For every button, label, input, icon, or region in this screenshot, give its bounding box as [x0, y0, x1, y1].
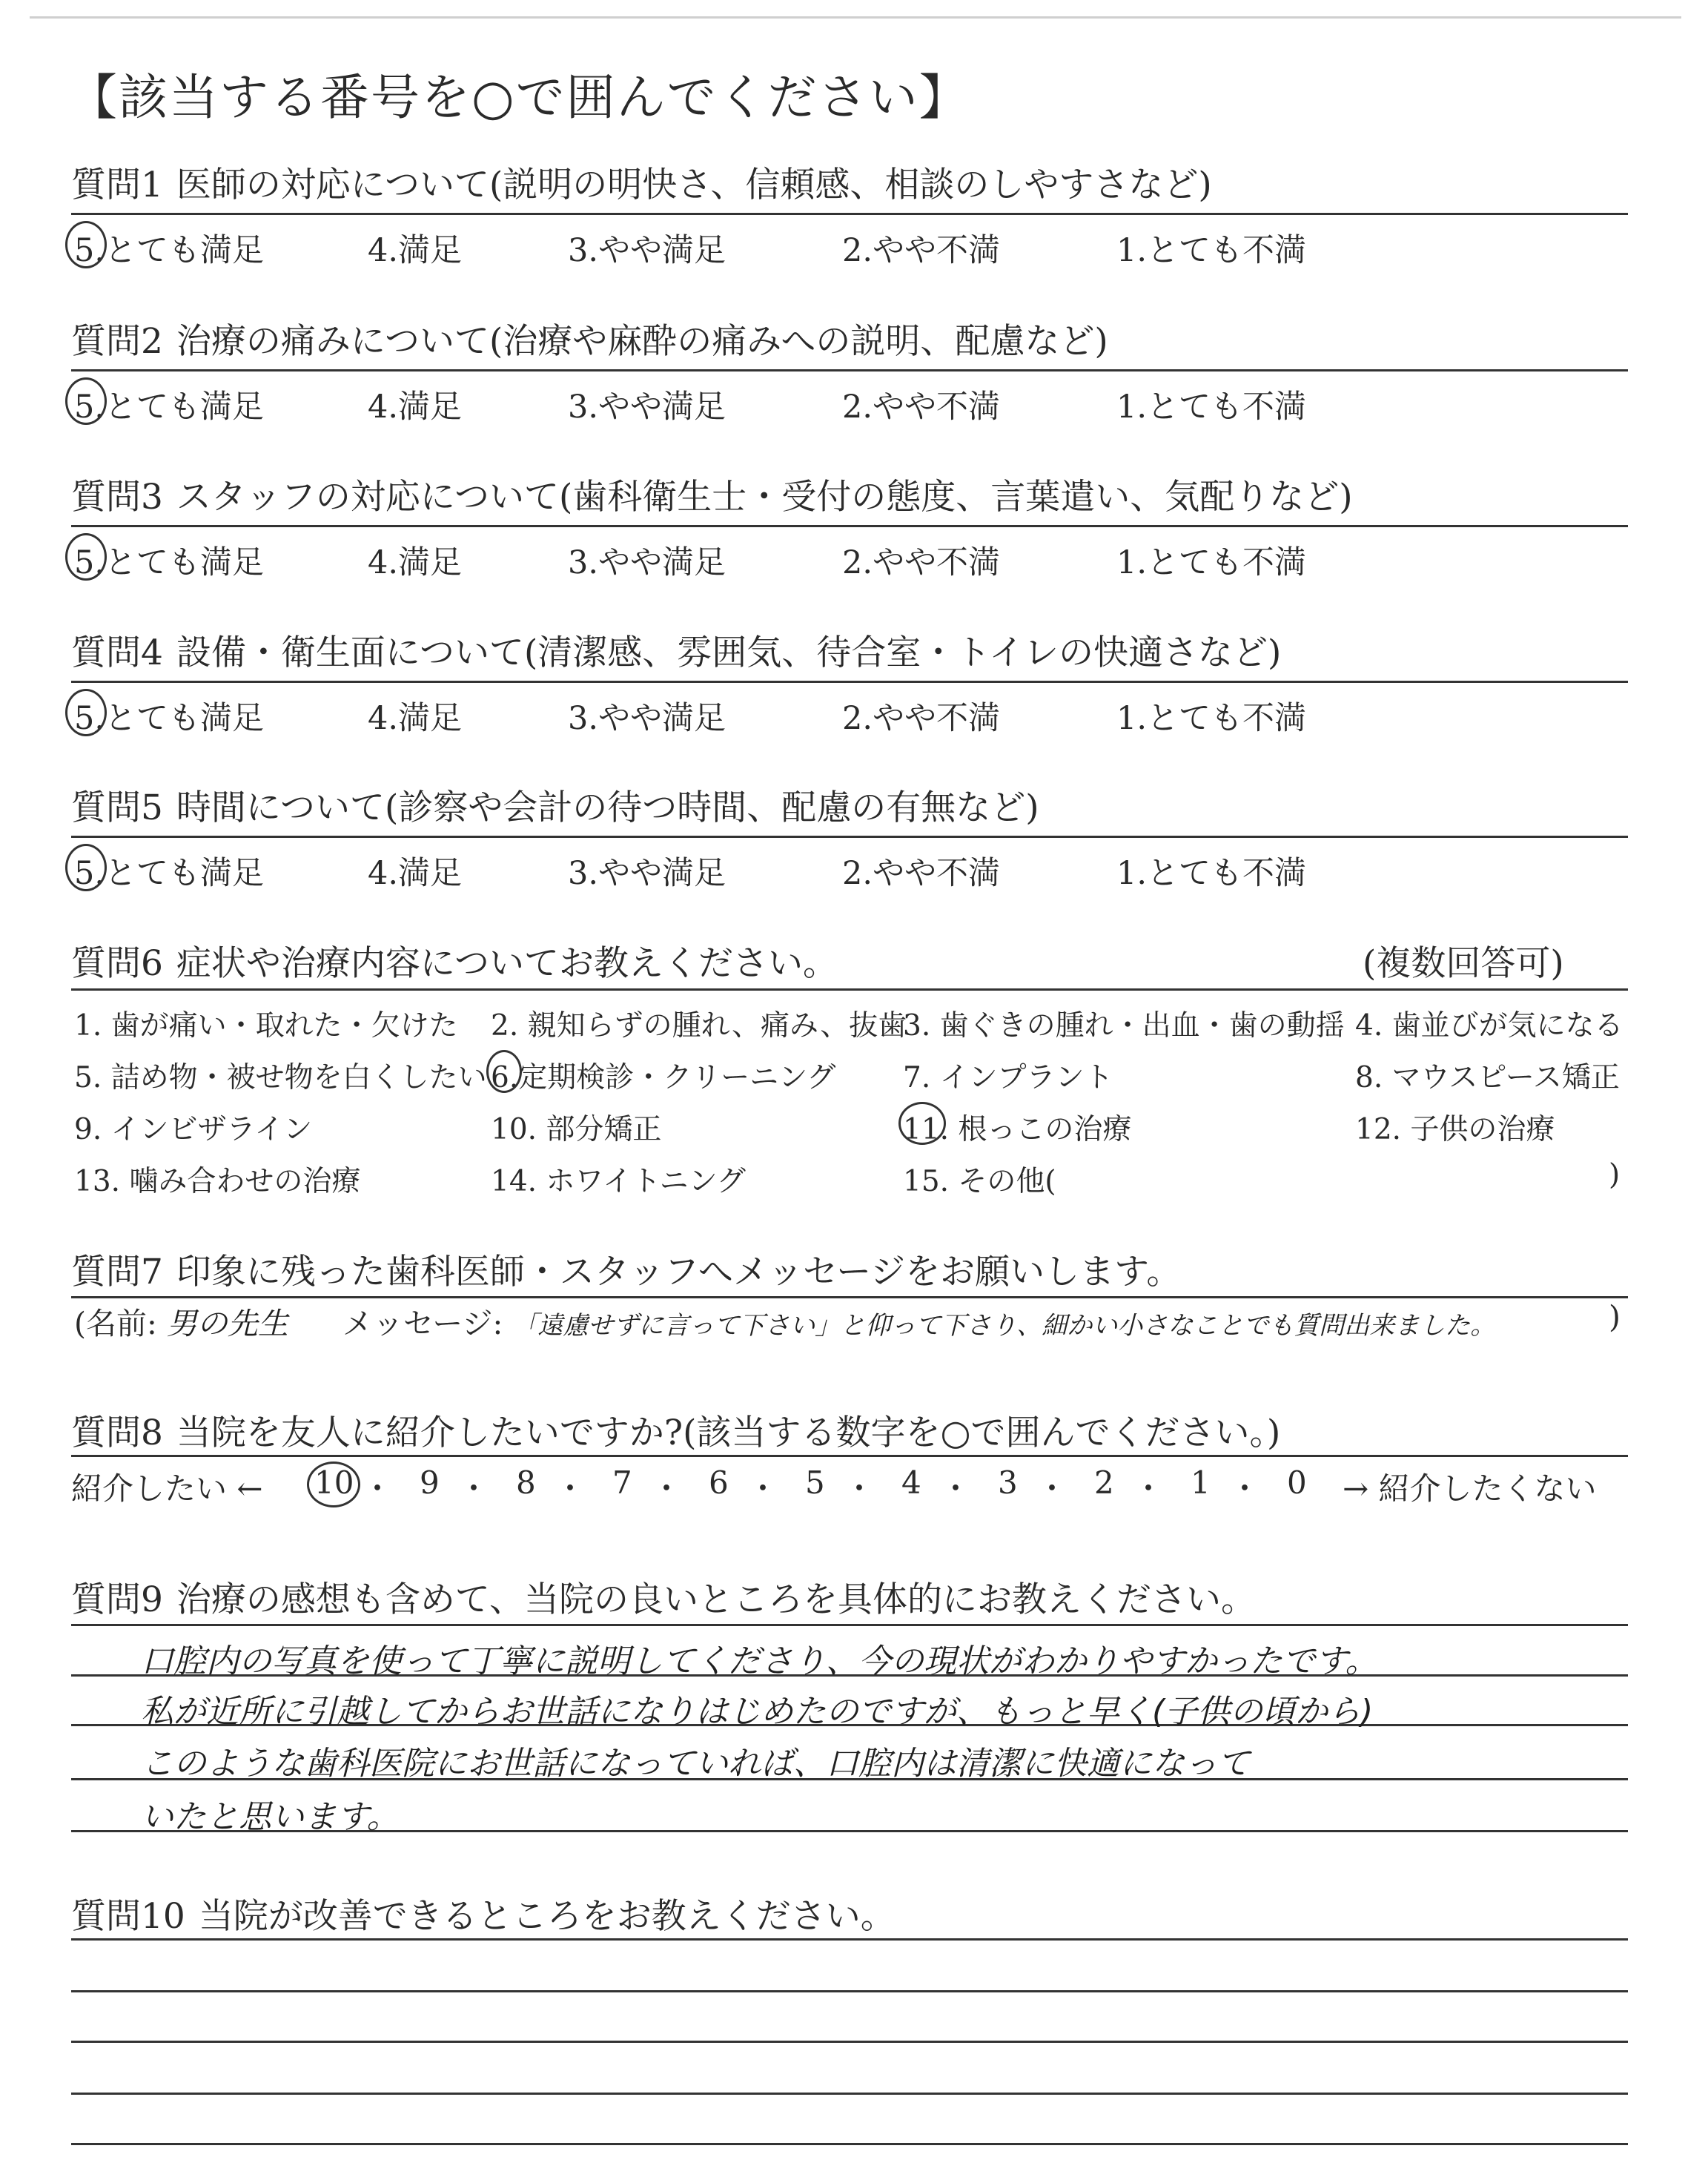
q10-rule-3[interactable] — [71, 2041, 1628, 2043]
q6-text: 症状や治療内容についてお教えください。 — [176, 943, 838, 984]
q6-option[interactable]: 11. 根っこの治療 — [903, 1113, 1132, 1146]
q6-options — [74, 994, 1623, 1216]
scale-value[interactable]: 2 — [1094, 1464, 1114, 1501]
q6-option[interactable]: 7. インプラント — [903, 1061, 1113, 1094]
q6-heading — [71, 936, 838, 985]
rating-option[interactable]: 5.とても満足 — [74, 544, 265, 581]
top-border — [30, 16, 1681, 19]
q10-rule-2[interactable] — [71, 1990, 1628, 1992]
q4-number: 質問4 — [71, 633, 163, 673]
selection-circle — [65, 689, 107, 736]
q4-heading — [71, 625, 1281, 675]
q6-option[interactable]: 2. 親知らずの腫れ、痛み、抜歯 — [491, 1009, 907, 1043]
q2-text: 治療の痛みについて(治療や麻酔の痛みへの説明、配慮など) — [176, 321, 1108, 362]
q3-number: 質問3 — [71, 477, 163, 518]
q9-rule-1 — [71, 1624, 1628, 1626]
q9-number: 質問9 — [71, 1579, 163, 1620]
q2-options — [71, 382, 1628, 426]
rating-option[interactable]: 1.とても不満 — [1116, 855, 1307, 892]
q8-number: 質問8 — [71, 1413, 163, 1453]
q2-number: 質問2 — [71, 321, 163, 362]
q6-option[interactable]: 13. 噛み合わせの治療 — [74, 1165, 361, 1198]
q6-option[interactable]: 3. 歯ぐきの腫れ・出血・歯の動揺 — [903, 1009, 1345, 1043]
q6-rule — [71, 988, 1628, 991]
q6-note: (複数回答可) — [1363, 943, 1564, 984]
message-close: ) — [1609, 1299, 1621, 1335]
q6-option[interactable]: 8. マウスピース矯正 — [1355, 1061, 1620, 1094]
rating-option[interactable]: 4.満足 — [368, 700, 463, 737]
scale-separator: ・ — [747, 1470, 779, 1507]
q4-options — [71, 693, 1628, 738]
q10-number: 質問10 — [71, 1896, 185, 1937]
rating-option[interactable]: 4.満足 — [368, 232, 463, 269]
q4-rule — [71, 681, 1628, 683]
scale-separator: ・ — [1229, 1470, 1261, 1507]
q6-option[interactable]: 6.定期検診・クリーニング — [491, 1061, 836, 1094]
q5-rule — [71, 836, 1628, 838]
q8-text: 当院を友人に紹介したいですか?(該当する数字を○で囲んでください。) — [176, 1413, 1281, 1453]
rating-option[interactable]: 4.満足 — [368, 544, 463, 581]
q7-rule — [71, 1296, 1628, 1298]
q6-option[interactable]: 10. 部分矯正 — [491, 1113, 662, 1146]
scale-value[interactable]: 4 — [901, 1464, 921, 1501]
q8-heading — [71, 1405, 1280, 1455]
q1-text: 医師の対応について(説明の明快さ、信頼感、相談のしやすさなど) — [176, 165, 1212, 205]
message-label: メッセージ: — [342, 1306, 503, 1341]
scale-value[interactable]: 3 — [998, 1464, 1018, 1501]
scale-separator: ・ — [1036, 1470, 1068, 1507]
rating-option[interactable]: 5.とても満足 — [74, 855, 265, 892]
q6-option[interactable]: 12. 子供の治療 — [1355, 1113, 1555, 1146]
q10-heading — [71, 1889, 896, 1938]
message-value[interactable]: 「遠慮せずに言って下さい」と仰って下さり、細かい小さなことでも質問出来ました。 — [512, 1311, 1496, 1341]
q9-answer-line[interactable]: いたと思います。 — [141, 1798, 400, 1836]
q9-answer-line[interactable]: 口腔内の写真を使って丁寧に説明してくださり、今の現状がわかりやすかったです。 — [141, 1642, 1378, 1680]
scale-separator: ・ — [844, 1470, 875, 1507]
q4-text: 設備・衛生面について(清潔感、雰囲気、待合室・トイレの快適さなど) — [176, 633, 1282, 673]
name-label: (名前: — [74, 1306, 157, 1341]
scale-separator: ・ — [1133, 1470, 1165, 1507]
q6-option[interactable]: 14. ホワイトニング — [491, 1165, 746, 1198]
q5-options — [71, 848, 1628, 893]
scale-value[interactable]: 8 — [516, 1464, 536, 1501]
rating-option[interactable]: 1.とても不満 — [1116, 700, 1307, 737]
rating-option[interactable]: 4.満足 — [368, 855, 463, 892]
q7-text: 印象に残った歯科医師・スタッフへメッセージをお願いします。 — [176, 1252, 1182, 1292]
rating-option[interactable]: 2.やや不満 — [842, 232, 1001, 269]
q10-text: 当院が改善できるところをお教えください。 — [198, 1896, 896, 1937]
q6-number: 質問6 — [71, 943, 163, 984]
q6-option[interactable]: 15. その他( — [903, 1165, 1056, 1198]
scale-value[interactable]: 7 — [612, 1464, 632, 1501]
scale-value[interactable]: 1 — [1191, 1464, 1211, 1501]
rating-option[interactable]: 2.やや不満 — [842, 700, 1001, 737]
q6-option[interactable]: 5. 詰め物・被せ物を白くしたい — [74, 1061, 487, 1094]
q9-heading — [71, 1572, 1256, 1622]
q3-options — [71, 538, 1628, 582]
rating-option[interactable]: 3.やや満足 — [568, 855, 726, 892]
q5-text: 時間について(診察や会計の待つ時間、配慮の有無など) — [176, 787, 1039, 828]
scale-separator: ・ — [651, 1470, 683, 1507]
q1-options — [71, 225, 1628, 270]
q5-heading — [71, 780, 1039, 830]
q9-answer-line[interactable]: 私が近所に引越してからお世話になりはじめたのですが、もっと早く(子供の頃から) — [141, 1693, 1374, 1731]
q9-answer-line[interactable]: このような歯科医院にお世話になっていれば、口腔内は清潔に快適になって — [141, 1745, 1250, 1783]
q6-option[interactable]: 1. 歯が痛い・取れた・欠けた — [74, 1009, 458, 1043]
rating-option[interactable]: 3.やや満足 — [568, 544, 726, 581]
q3-heading — [71, 469, 1353, 519]
scale-value[interactable]: 0 — [1287, 1464, 1307, 1501]
name-value[interactable]: 男の先生 — [166, 1306, 288, 1341]
q9-text: 治療の感想も含めて、当院の良いところを具体的にお教えください。 — [176, 1579, 1256, 1620]
rating-option[interactable]: 2.やや不満 — [842, 389, 1001, 426]
q1-heading — [71, 157, 1212, 207]
rating-option[interactable]: 5.とても満足 — [74, 232, 265, 269]
q3-text: スタッフの対応について(歯科衛生士・受付の態度、言葉遣い、気配りなど) — [176, 477, 1353, 518]
scale-separator: ・ — [940, 1470, 972, 1507]
q10-rule-5[interactable] — [71, 2143, 1628, 2145]
q10-rule-4[interactable] — [71, 2093, 1628, 2095]
selection-circle — [898, 1102, 946, 1145]
scale-value[interactable]: 5 — [805, 1464, 825, 1501]
rating-option[interactable]: 1.とても不満 — [1116, 232, 1307, 269]
form-title: 【該当する番号を○で囲んでください】 — [68, 69, 970, 126]
rating-option[interactable]: 4.満足 — [368, 389, 463, 426]
q2-rule — [71, 369, 1628, 371]
rating-option[interactable]: 5.とても満足 — [74, 700, 265, 737]
other-close: ) — [1609, 1158, 1621, 1192]
selection-circle — [65, 377, 107, 425]
rating-option[interactable]: 3.やや満足 — [568, 232, 726, 269]
q6-option[interactable]: 4. 歯並びが気になる — [1355, 1009, 1623, 1043]
scale-separator: ・ — [458, 1470, 490, 1507]
selection-circle — [486, 1050, 522, 1093]
rating-option[interactable]: 3.やや満足 — [568, 700, 726, 737]
q1-number: 質問1 — [71, 165, 163, 205]
scale-value[interactable]: 6 — [709, 1464, 729, 1501]
q6-option[interactable]: 9. インビザライン — [74, 1113, 313, 1146]
scale-value[interactable]: 9 — [420, 1464, 440, 1501]
scale-right-label: → 紹介したくない — [1343, 1470, 1597, 1507]
selection-circle — [65, 533, 107, 581]
scale-value[interactable]: 10 — [314, 1464, 354, 1501]
rating-option[interactable]: 3.やや満足 — [568, 389, 726, 426]
q7-heading — [71, 1244, 1181, 1294]
q7-number: 質問7 — [71, 1252, 163, 1292]
selection-circle — [65, 221, 107, 268]
rating-option[interactable]: 2.やや不満 — [842, 544, 1001, 581]
q10-rule-1[interactable] — [71, 1938, 1628, 1941]
selection-circle — [307, 1462, 360, 1507]
scale-separator: ・ — [362, 1470, 394, 1507]
scale-left-label: 紹介したい ← — [71, 1470, 263, 1507]
scale-separator: ・ — [555, 1470, 586, 1507]
q1-rule — [71, 213, 1628, 215]
rating-option[interactable]: 2.やや不満 — [842, 855, 1001, 892]
selection-circle — [65, 844, 107, 891]
rating-option[interactable]: 5.とても満足 — [74, 389, 265, 426]
q8-rule — [71, 1455, 1628, 1457]
q2-heading — [71, 314, 1108, 363]
q3-rule — [71, 525, 1628, 527]
q5-number: 質問5 — [71, 787, 163, 828]
rating-option[interactable]: 1.とても不満 — [1116, 544, 1307, 581]
q7-message-row — [74, 1299, 1631, 1343]
rating-option[interactable]: 1.とても不満 — [1116, 389, 1307, 426]
